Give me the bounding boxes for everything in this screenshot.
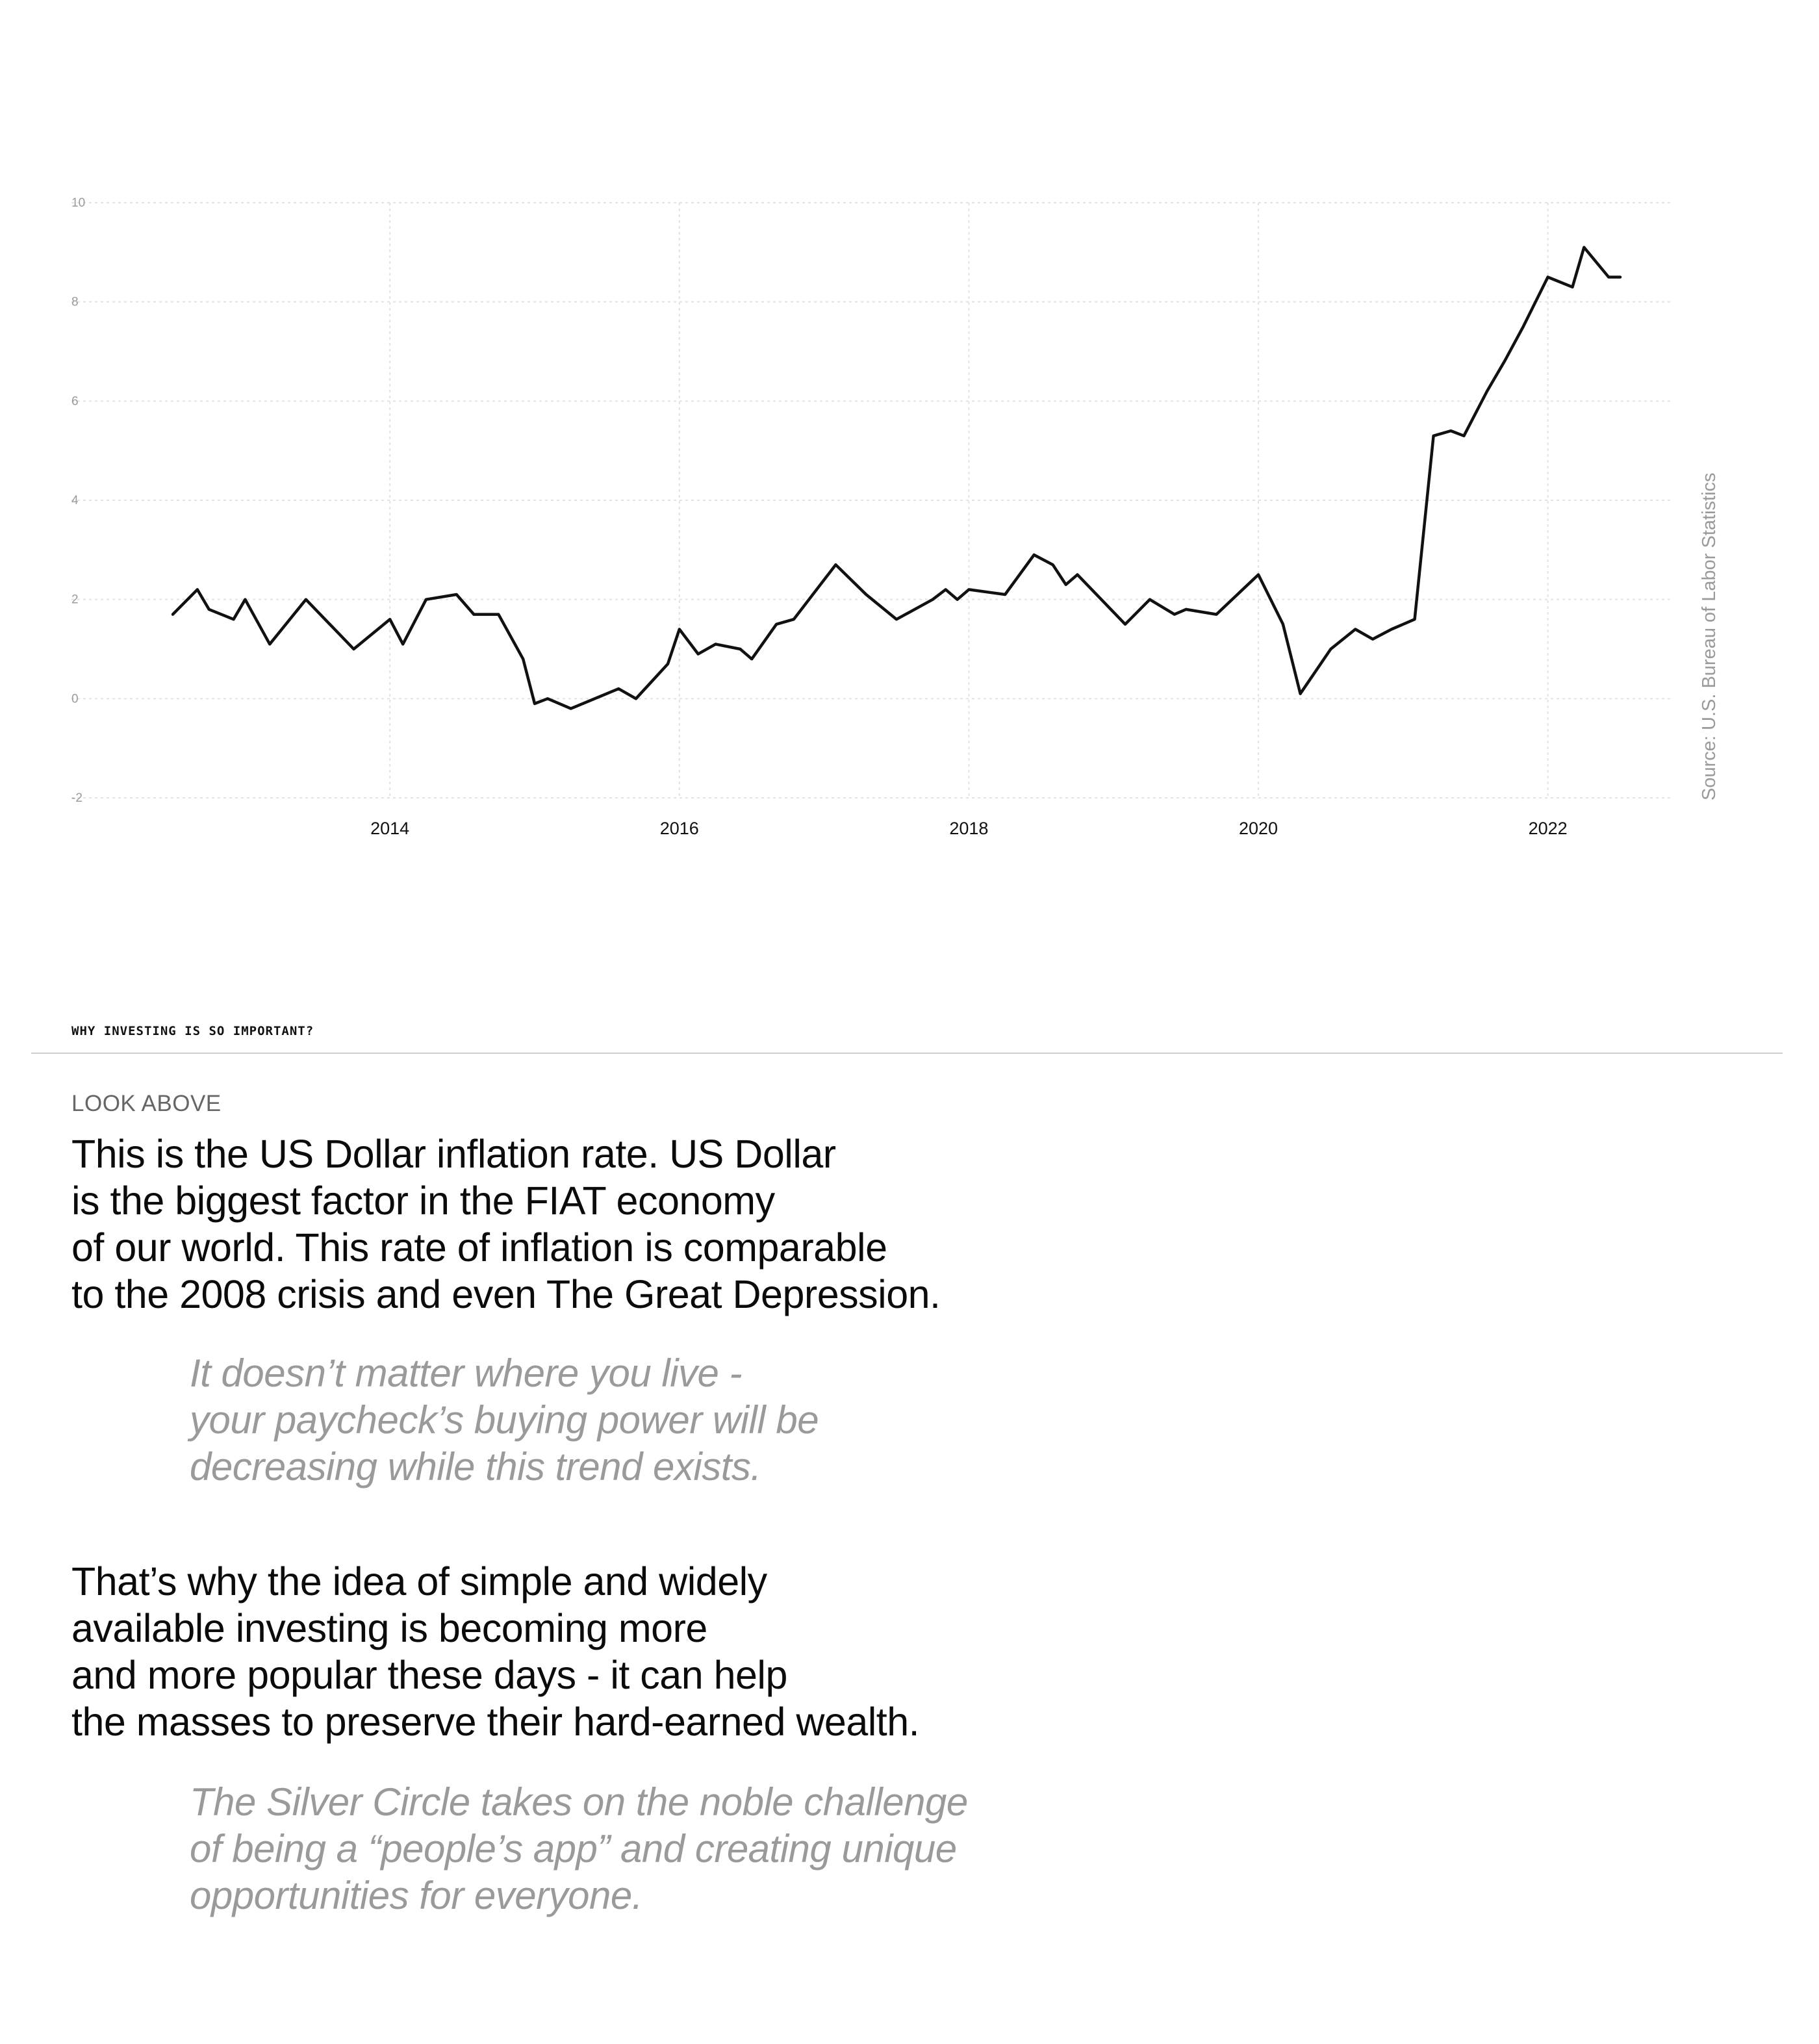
paragraph-line: available investing is becoming more xyxy=(71,1606,707,1650)
y-tick-label: 4 xyxy=(71,494,79,507)
y-tick-label: -2 xyxy=(71,791,83,805)
horizontal-gridlines xyxy=(71,203,1671,798)
y-tick-label: 2 xyxy=(71,593,79,607)
section-label: WHY INVESTING IS SO IMPORTANT? xyxy=(71,1024,314,1038)
section-divider xyxy=(31,1053,1783,1054)
quote-line: opportunities for everyone. xyxy=(190,1874,642,1917)
kicker-text: LOOK ABOVE xyxy=(71,1091,222,1116)
quote-line: The Silver Circle takes on the noble challenge xyxy=(190,1780,968,1824)
y-tick-label: 6 xyxy=(71,394,79,409)
quote-line: your paycheck’s buying power will be xyxy=(190,1398,819,1442)
quote-line: decreasing while this trend exists. xyxy=(190,1445,761,1488)
x-tick-label: 2018 xyxy=(949,819,989,838)
y-tick-label: 0 xyxy=(71,692,79,706)
paragraph-line: the masses to preserve their hard-earned wealth. xyxy=(71,1700,920,1744)
quote-line: of being a “people’s app” and creating unique xyxy=(190,1827,957,1871)
quote-line: It doesn’t matter where you live - xyxy=(190,1351,743,1395)
x-tick-label: 2022 xyxy=(1528,819,1568,838)
paragraph-line: That’s why the idea of simple and widely xyxy=(71,1559,767,1603)
quote-silver-circle xyxy=(190,1779,1177,1919)
x-tick-label: 2014 xyxy=(370,819,410,838)
chart-source-label: Source: U.S. Bureau of Labor Statistics xyxy=(1699,472,1720,800)
inflation-chart xyxy=(0,0,1819,884)
paragraph-investing xyxy=(71,1558,1137,1745)
quote-paycheck xyxy=(190,1350,1177,1490)
paragraph-line: to the 2008 crisis and even The Great Depression. xyxy=(71,1272,941,1316)
y-tick-label: 8 xyxy=(71,295,79,309)
paragraph-line: of our world. This rate of inflation is comparable xyxy=(71,1225,887,1270)
y-tick-label: 10 xyxy=(71,196,86,210)
y-axis-tick-labels xyxy=(71,196,85,805)
paragraph-line: is the biggest factor in the FIAT economy xyxy=(71,1179,775,1223)
paragraph-inflation xyxy=(71,1131,1137,1318)
paragraph-line: This is the US Dollar inflation rate. US Dollar xyxy=(71,1132,836,1176)
x-tick-label: 2016 xyxy=(659,819,699,838)
x-axis-tick-labels xyxy=(370,819,1568,838)
paragraph-line: and more popular these days - it can help xyxy=(71,1653,787,1697)
x-tick-label: 2020 xyxy=(1238,819,1278,838)
